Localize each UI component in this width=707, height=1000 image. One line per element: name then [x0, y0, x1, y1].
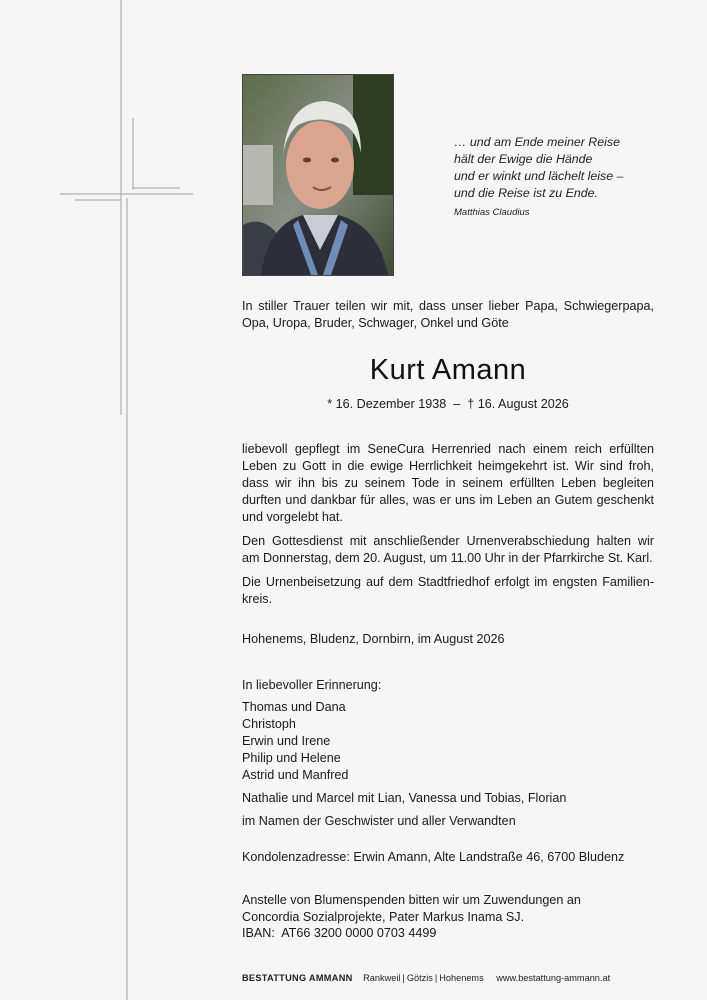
obituary-body — [242, 441, 654, 615]
mourner-name: Astrid und Manfred — [242, 768, 349, 782]
body-paragraph: liebevoll gepflegt im SeneCura Herrenried nach einem reich erfüllten Leben zu Gott in die ewige Herrlichkeit heimgekehrt ist. Wir sind froh, dass wir ihn bis zu seinem Tode in seinem erfüllten Leben begleiten durften und dankbar für alles, was er uns im Leben an Gutem geschenkt und vorgelebt hat. — [242, 442, 654, 524]
footer-website-link[interactable]: www.bestattung-ammann.at — [496, 973, 611, 983]
footer-location: Götzis — [406, 973, 433, 983]
quote-block — [454, 134, 654, 221]
quote-line: und die Reise ist zu Ende. — [454, 186, 598, 200]
relatives: im Namen der Geschwister und aller Verwandten — [242, 814, 516, 828]
portrait-photo — [242, 74, 394, 276]
deceased-name: Kurt Amann — [369, 354, 527, 386]
quote-line: und er winkt und lächelt leise – — [454, 169, 624, 183]
funeral-home-brand: BESTATTUNG AMMANN — [242, 973, 353, 983]
donation-line: Concordia Sozialprojekte, Pater Markus Inama SJ. — [242, 909, 525, 924]
donation-line: Anstelle von Blumenspenden bitten wir um Zuwendungen an — [242, 893, 581, 907]
quote-line: … und am Ende meiner Reise — [454, 135, 620, 149]
mourner-name: Thomas und Dana — [242, 700, 346, 714]
burial-paragraph: Die Urnenbeisetzung auf dem Stadtfriedhof erfolgt im engsten Familien-kreis. — [242, 575, 654, 606]
footer-location: Hohenems — [439, 973, 484, 983]
quote-line: hält der Ewige die Hände — [454, 152, 593, 166]
memory-heading: In liebevoller Erinnerung: — [242, 678, 382, 692]
mourner-name: Christoph — [242, 717, 296, 731]
footer: BESTATTUNG AMMANN Rankweil | Götzis | Hohenems www.bestattung-ammann.at — [242, 973, 611, 983]
cross-ornament — [0, 0, 200, 1000]
iban-line: IBAN: AT66 3200 0000 0703 4499 — [242, 926, 437, 940]
footer-location: Rankweil — [363, 973, 401, 983]
life-dates: * 16. Dezember 1938 – † 16. August 2026 — [327, 397, 569, 411]
grandchildren: Nathalie und Marcel mit Lian, Vanessa und Tobias, Florian — [242, 791, 567, 805]
mourner-name: Philip und Helene — [242, 751, 341, 765]
place-date: Hohenems, Bludenz, Dornbirn, im August 2026 — [242, 632, 505, 646]
service-paragraph: Den Gottesdienst mit anschließender Urnenverabschiedung halten wir am Donnerstag, dem 20. August, um 11.00 Uhr in der Pfarrkirche St. Karl. — [242, 534, 654, 565]
intro-text: In stiller Trauer teilen wir mit, dass unser lieber Papa, Schwiegerpapa, Opa, Uropa, Bruder, Schwager, Onkel und Göte — [242, 299, 654, 330]
condolence-address: Kondolenzadresse: Erwin Amann, Alte Landstraße 46, 6700 Bludenz — [242, 850, 625, 864]
mourner-name: Erwin und Irene — [242, 734, 331, 748]
donation-note — [242, 892, 581, 942]
mourners-list — [242, 677, 566, 830]
quote-author: Matthias Claudius — [454, 207, 530, 218]
